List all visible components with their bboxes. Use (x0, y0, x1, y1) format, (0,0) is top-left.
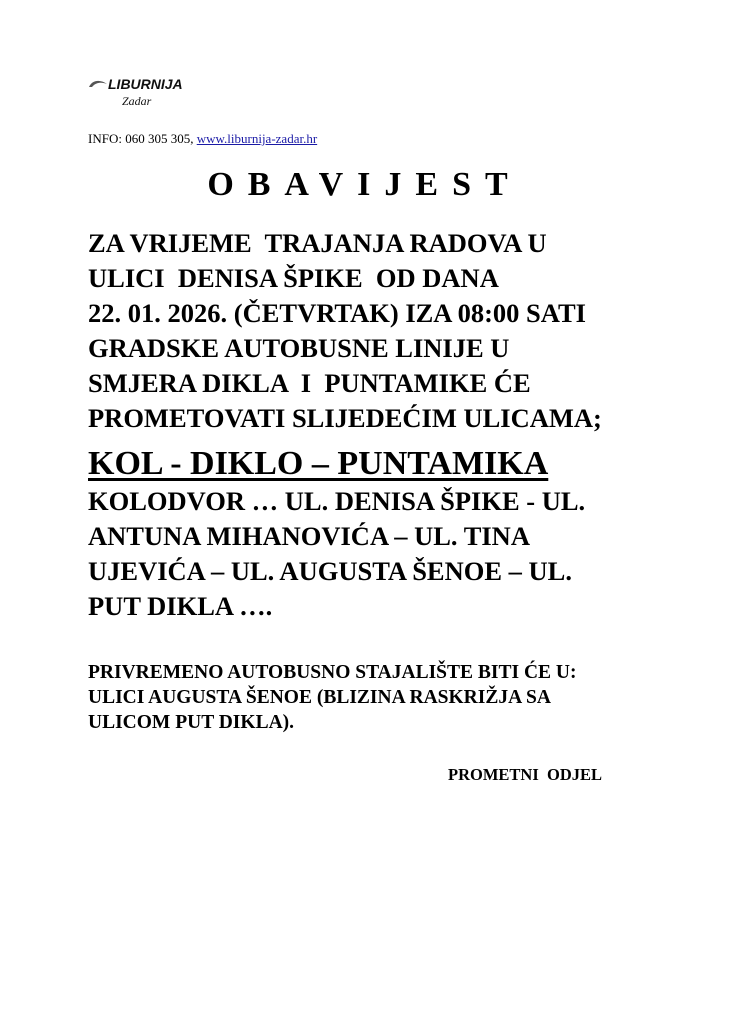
route-description (88, 484, 585, 624)
stop-line: PRIVREMENO AUTOBUSNO STAJALIŠTE BITI ĆE U: (88, 662, 577, 683)
logo-city: Zadar (122, 94, 152, 108)
temporary-stop-notice (88, 660, 577, 735)
route-line: ANTUNA MIHANOVIĆA – UL. TINA (88, 521, 530, 551)
route-line: PUT DIKLA …. (88, 591, 273, 621)
website-link[interactable]: www.liburnija-zadar.hr (196, 131, 318, 146)
intro-line: ULICI DENISA ŠPIKE OD DANA (88, 263, 499, 293)
intro-line: GRADSKE AUTOBUSNE LINIJE U (88, 333, 510, 363)
signature: PROMETNI ODJEL (448, 765, 603, 784)
stop-line: ULICOM PUT DIKLA). (88, 712, 295, 733)
company-logo (88, 76, 188, 116)
dolphin-icon (88, 78, 108, 90)
route-line: UJEVIĆA – UL. AUGUSTA ŠENOE – UL. (88, 556, 572, 586)
notice-intro (88, 226, 602, 436)
route-line: KOLODVOR … UL. DENISA ŠPIKE - UL. (88, 486, 586, 516)
intro-line: SMJERA DIKLA I PUNTAMIKE ĆE (88, 368, 531, 398)
route-title: KOL - DIKLO – PUNTAMIKA (88, 445, 549, 482)
intro-line: PROMETOVATI SLIJEDEĆIM ULICAMA; (88, 403, 602, 433)
contact-info (88, 131, 317, 147)
logo-brand: LIBURNIJA (108, 76, 183, 92)
page-title: OBAVIJEST (207, 166, 522, 203)
intro-line: 22. 01. 2026. (ČETVRTAK) IZA 08:00 SATI (88, 298, 586, 328)
intro-line: ZA VRIJEME TRAJANJA RADOVA U (88, 228, 547, 258)
stop-line: ULICI AUGUSTA ŠENOE (BLIZINA RASKRIŽJA SA (88, 687, 551, 708)
info-phone: INFO: 060 305 305, (88, 131, 197, 146)
